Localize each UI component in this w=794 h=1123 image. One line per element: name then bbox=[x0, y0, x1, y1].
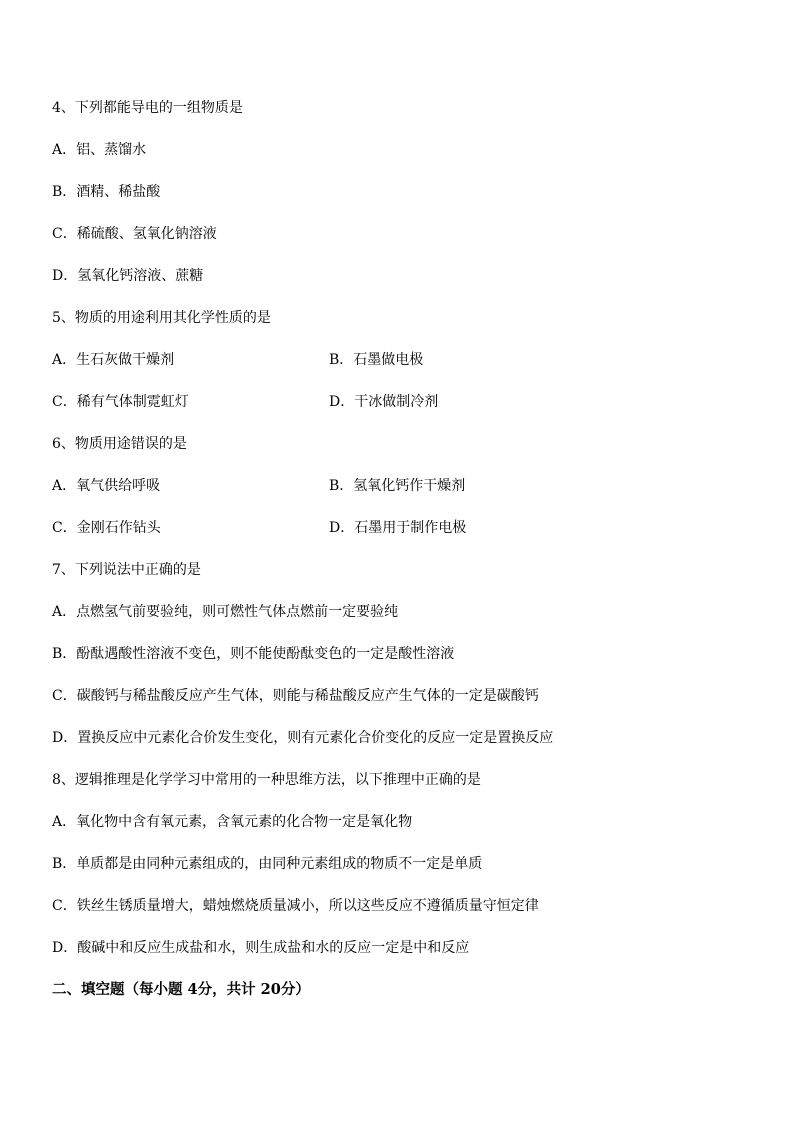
question-8-stem: 8、逻辑推理是化学学习中常用的一种思维方法，以下推理中正确的是 bbox=[52, 772, 481, 788]
question-7-option-a: A．点燃氢气前要验纯，则可燃性气体点燃前一定要验纯 bbox=[52, 604, 399, 620]
question-5-option-a: A．生石灰做干燥剂 bbox=[52, 352, 175, 368]
question-7-option-c: C．碳酸钙与稀盐酸反应产生气体，则能与稀盐酸反应产生气体的一定是碳酸钙 bbox=[52, 688, 539, 704]
question-6-option-d: D．石墨用于制作电极 bbox=[329, 520, 467, 536]
question-6-option-a: A．氧气供给呼吸 bbox=[52, 478, 161, 494]
question-4-option-b: B．酒精、稀盐酸 bbox=[52, 184, 161, 200]
question-5-option-d: D．干冰做制冷剂 bbox=[329, 394, 439, 410]
question-8-option-a: A．氧化物中含有氧元素，含氧元素的化合物一定是氧化物 bbox=[52, 814, 413, 830]
question-8-option-d: D．酸碱中和反应生成盐和水，则生成盐和水的反应一定是中和反应 bbox=[52, 940, 470, 956]
question-5-option-b: B．石墨做电极 bbox=[329, 352, 424, 368]
question-4-option-a: A．铝、蒸馏水 bbox=[52, 142, 147, 158]
question-8-option-b: B．单质都是由同种元素组成的，由同种元素组成的物质不一定是单质 bbox=[52, 856, 483, 872]
question-7-option-b: B．酚酞遇酸性溶液不变色，则不能使酚酞变色的一定是酸性溶液 bbox=[52, 646, 455, 662]
question-7-stem: 7、下列说法中正确的是 bbox=[52, 562, 201, 578]
question-6-option-c: C．金刚石作钻头 bbox=[52, 520, 161, 536]
section-heading-fill-in-blank: 二、填空题（每小题 4分，共计 20分） bbox=[52, 981, 310, 998]
question-6-option-b: B．氢氧化钙作干燥剂 bbox=[329, 478, 466, 494]
question-4-option-d: D．氢氧化钙溶液、蔗糖 bbox=[52, 268, 204, 284]
question-8-option-c: C．铁丝生锈质量增大，蜡烛燃烧质量减小，所以这些反应不遵循质量守恒定律 bbox=[52, 898, 539, 914]
question-5-stem: 5、物质的用途利用其化学性质的是 bbox=[52, 310, 271, 326]
question-6-stem: 6、物质用途错误的是 bbox=[52, 436, 187, 452]
question-4-option-c: C．稀硫酸、氢氧化钠溶液 bbox=[52, 226, 217, 242]
question-4-stem: 4、下列都能导电的一组物质是 bbox=[52, 100, 243, 116]
question-5-option-c: C．稀有气体制霓虹灯 bbox=[52, 394, 189, 410]
question-7-option-d: D．置换反应中元素化合价发生变化，则有元素化合价变化的反应一定是置换反应 bbox=[52, 730, 554, 746]
